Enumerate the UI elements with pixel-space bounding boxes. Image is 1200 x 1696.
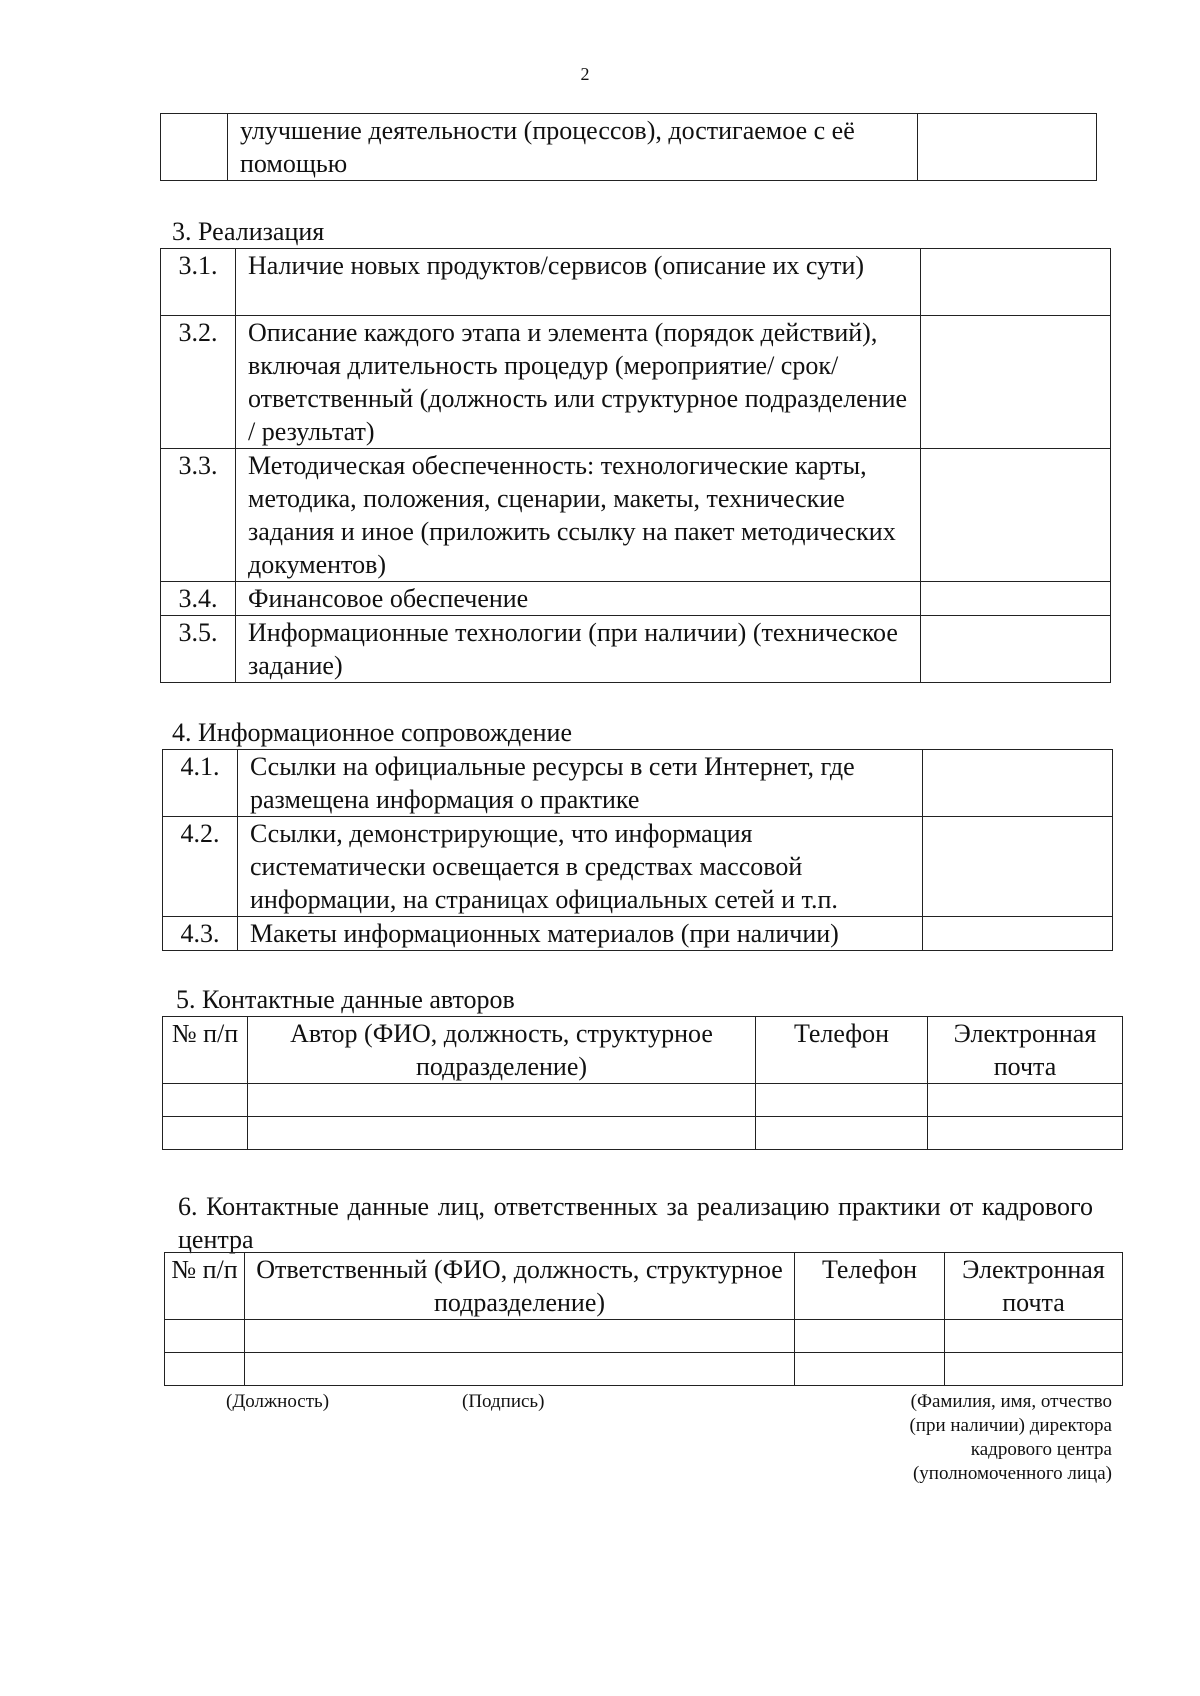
table-row	[163, 750, 1113, 817]
col-header-email: Электронная почта	[945, 1253, 1123, 1320]
empty-cell[interactable]	[245, 1353, 795, 1386]
table-row	[161, 114, 1097, 181]
empty-cell[interactable]	[756, 1084, 928, 1117]
table-row	[163, 1084, 1123, 1117]
table-row	[161, 449, 1111, 582]
row-number: 4.1.	[163, 750, 238, 817]
empty-cell[interactable]	[945, 1353, 1123, 1386]
row-value-cell	[921, 249, 1111, 316]
row-number	[161, 114, 228, 181]
section-5-title: 5. Контактные данные авторов	[176, 985, 515, 1014]
table-row	[161, 316, 1111, 449]
empty-cell[interactable]	[756, 1117, 928, 1150]
page-number: 2	[580, 64, 590, 84]
col-header-email: Электронная почта	[928, 1017, 1123, 1084]
empty-cell[interactable]	[248, 1117, 756, 1150]
section-3-title: 3. Реализация	[172, 217, 325, 246]
row-value-cell	[923, 750, 1113, 817]
col-header-number: № п/п	[165, 1253, 245, 1320]
signature-name-block	[909, 1390, 1112, 1486]
signature-position-label: (Должность)	[226, 1391, 330, 1412]
table-row	[165, 1320, 1123, 1353]
empty-cell[interactable]	[928, 1084, 1123, 1117]
row-number: 4.2.	[163, 817, 238, 917]
empty-cell[interactable]	[248, 1084, 756, 1117]
row-text: Наличие новых продуктов/сервисов (описание их сути)	[236, 249, 921, 316]
signature-name-line: кадрового центра	[970, 1439, 1112, 1460]
row-number: 3.3.	[161, 449, 236, 582]
col-header-phone: Телефон	[756, 1017, 928, 1084]
section-6-title: 6. Контактные данные лиц, ответственных за реализацию практики от кадрового центра	[178, 1192, 1093, 1254]
table-header-row	[165, 1253, 1123, 1320]
table-row	[165, 1353, 1123, 1386]
row-text: Ссылки, демонстрирующие, что информация систематически освещается в средствах массовой информации, на страницах официальных сетей и т.п.	[238, 817, 923, 917]
empty-cell[interactable]	[795, 1353, 945, 1386]
signature-name-line: (при наличии) директора	[909, 1415, 1112, 1436]
table-row	[163, 817, 1113, 917]
section-3-table	[160, 248, 1111, 683]
table-row	[163, 917, 1113, 951]
col-header-phone: Телефон	[795, 1253, 945, 1320]
empty-cell[interactable]	[165, 1320, 245, 1353]
table-row	[163, 1117, 1123, 1150]
row-text: Методическая обеспеченность: технологические карты, методика, положения, сценарии, макеты, технические задания и иное (приложить ссылку на пакет методических документов)	[236, 449, 921, 582]
row-text: Информационные технологии (при наличии) (техническое задание)	[236, 616, 921, 683]
empty-cell[interactable]	[945, 1320, 1123, 1353]
empty-cell[interactable]	[163, 1084, 248, 1117]
empty-cell[interactable]	[165, 1353, 245, 1386]
signature-sign-label: (Подпись)	[462, 1391, 545, 1412]
row-value-cell	[921, 316, 1111, 449]
row-text: Финансовое обеспечение	[236, 582, 921, 616]
table-header-row	[163, 1017, 1123, 1084]
section-4-table	[162, 749, 1113, 951]
row-value-cell	[918, 114, 1097, 181]
top-table	[160, 113, 1097, 181]
row-number: 3.2.	[161, 316, 236, 449]
table-row	[161, 582, 1111, 616]
row-text: улучшение деятельности (процессов), достигаемое с её помощью	[228, 114, 918, 181]
section-4-title: 4. Информационное сопровождение	[172, 718, 572, 747]
row-number: 3.1.	[161, 249, 236, 316]
row-number: 3.4.	[161, 582, 236, 616]
section-5-table	[162, 1016, 1123, 1150]
row-value-cell	[921, 582, 1111, 616]
row-text: Описание каждого этапа и элемента (порядок действий), включая длительность процедур (мероприятие/ срок/ ответственный (должность или структурное подразделение / результат)	[236, 316, 921, 449]
empty-cell[interactable]	[928, 1117, 1123, 1150]
col-header-number: № п/п	[163, 1017, 248, 1084]
row-value-cell	[923, 917, 1113, 951]
row-number: 3.5.	[161, 616, 236, 683]
section-6-table	[164, 1252, 1123, 1386]
row-value-cell	[921, 449, 1111, 582]
col-header-author: Автор (ФИО, должность, структурное подразделение)	[248, 1017, 756, 1084]
table-row	[161, 616, 1111, 683]
empty-cell[interactable]	[163, 1117, 248, 1150]
row-value-cell	[921, 616, 1111, 683]
empty-cell[interactable]	[795, 1320, 945, 1353]
empty-cell[interactable]	[245, 1320, 795, 1353]
signature-name-line: (уполномоченного лица)	[912, 1463, 1112, 1484]
row-text: Макеты информационных материалов (при наличии)	[238, 917, 923, 951]
table-row	[161, 249, 1111, 316]
signature-name-line: (Фамилия, имя, отчество	[910, 1391, 1112, 1412]
col-header-responsible: Ответственный (ФИО, должность, структурное подразделение)	[245, 1253, 795, 1320]
row-text: Ссылки на официальные ресурсы в сети Интернет, где размещена информация о практике	[238, 750, 923, 817]
row-number: 4.3.	[163, 917, 238, 951]
row-value-cell	[923, 817, 1113, 917]
